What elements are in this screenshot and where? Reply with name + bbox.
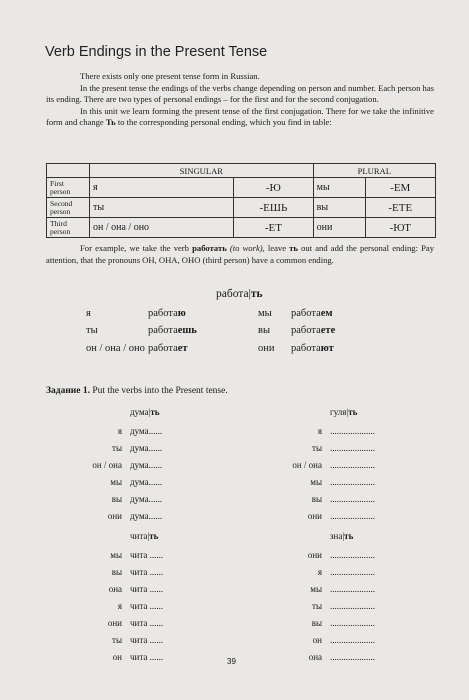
intro-text bbox=[46, 71, 434, 129]
exercise-blank[interactable]: .................... bbox=[330, 443, 375, 453]
conj-ending: ем bbox=[320, 308, 333, 319]
conj-stem-end: ть bbox=[250, 288, 263, 300]
exercise-pronoun: ты bbox=[312, 443, 322, 453]
exercise-pronoun: я bbox=[317, 567, 322, 577]
exercise-blank[interactable]: .................... bbox=[330, 511, 375, 521]
exercise-pronoun: он bbox=[112, 652, 122, 662]
conj-sg-pronoun bbox=[86, 308, 91, 319]
exercise-head bbox=[130, 531, 158, 541]
exercise-blank[interactable]: дума...... bbox=[130, 443, 163, 453]
exercise-pronoun: он / она bbox=[92, 460, 122, 470]
pronoun-cell: я bbox=[90, 178, 234, 198]
exercise-pronoun: он / она bbox=[292, 460, 322, 470]
page-number: 39 bbox=[227, 657, 236, 666]
exercise-blank[interactable]: .................... bbox=[330, 460, 375, 470]
conj-stem-text: работа bbox=[291, 325, 321, 336]
person-cell: First person bbox=[47, 178, 90, 198]
exercise-blank[interactable]: чита ...... bbox=[130, 635, 164, 645]
ending-cell: -ЮТ bbox=[365, 218, 435, 238]
example-tb: ть bbox=[289, 243, 298, 253]
conj-sg-pronoun bbox=[86, 325, 98, 336]
conj-stem-text: работа bbox=[148, 343, 178, 354]
exercise-blank[interactable]: чита ...... bbox=[130, 567, 164, 577]
exercise-head bbox=[330, 407, 357, 417]
task-text: Put the verbs into the Present tense. bbox=[92, 386, 228, 396]
exercise-pronoun: вы bbox=[111, 567, 122, 577]
exercise-head-stem: зна| bbox=[330, 531, 345, 541]
pronoun-cell: вы bbox=[313, 198, 365, 218]
exercise-blank[interactable]: .................... bbox=[330, 635, 375, 645]
exercise-pronoun: ты bbox=[312, 601, 322, 611]
exercise-pronoun: вы bbox=[311, 494, 322, 504]
conj-pl-pronoun bbox=[258, 343, 275, 354]
exercise-blank[interactable]: дума...... bbox=[130, 477, 163, 487]
exercise-head-end: ть bbox=[348, 407, 358, 417]
conj-sg-form bbox=[148, 308, 186, 319]
conj-stem: работа| bbox=[216, 288, 251, 300]
exercise-head-end: ть bbox=[150, 407, 160, 417]
conj-ending: ют bbox=[320, 343, 334, 354]
conj-ending: ю bbox=[177, 308, 186, 319]
ending-cell: -ЕМ bbox=[365, 178, 435, 198]
exercise-head-stem: чита| bbox=[130, 531, 150, 541]
conj-pl-form bbox=[291, 308, 333, 319]
ending-cell: -ЕТЕ bbox=[365, 198, 435, 218]
conj-pronoun: мы bbox=[258, 308, 272, 319]
exercise-blank[interactable]: .................... bbox=[330, 567, 375, 577]
exercise-pronoun: мы bbox=[310, 584, 322, 594]
exercise-blank[interactable]: дума...... bbox=[130, 426, 163, 436]
exercise-blank[interactable]: .................... bbox=[330, 494, 375, 504]
exercise-head bbox=[330, 531, 353, 541]
ending-cell: -Ю bbox=[234, 178, 314, 198]
pronoun-cell: ты bbox=[90, 198, 234, 218]
exercise-head bbox=[130, 407, 160, 417]
intro-line-3-tail: to the corresponding personal ending, which you find in table: bbox=[117, 117, 332, 128]
example-part-3: out and add the personal ending: Pay attention, that the pronouns ОН, ОНА, ОНО (third person) have a common ending. bbox=[46, 243, 434, 265]
conj-pronoun: я bbox=[86, 308, 91, 319]
intro-line-3 bbox=[46, 106, 434, 129]
exercise-blank[interactable]: .................... bbox=[330, 584, 375, 594]
example-text bbox=[46, 243, 434, 266]
exercise-head-stem: гуля| bbox=[330, 407, 349, 417]
intro-tb-bold: Ть bbox=[105, 117, 116, 128]
table-row bbox=[47, 198, 436, 218]
exercise-blank[interactable]: чита ...... bbox=[130, 618, 164, 628]
conj-stem-text: работа bbox=[291, 308, 321, 319]
task-label: Задание 1. bbox=[46, 386, 90, 396]
table-head-plural: PLURAL bbox=[313, 164, 435, 178]
exercise-pronoun: я bbox=[117, 601, 122, 611]
intro-line-2: In the present tense the endings of the verbs change depending on person and number. Each person has its ending. There are two types of personal endings – for the first and for the second conjugation. bbox=[46, 82, 434, 105]
pronoun-cell: они bbox=[313, 218, 365, 238]
exercise-pronoun: он bbox=[312, 635, 322, 645]
conj-sg-form bbox=[148, 343, 188, 354]
pronoun-cell: мы bbox=[313, 178, 365, 198]
exercise-pronoun: я bbox=[117, 426, 122, 436]
conj-sg-pronoun bbox=[86, 343, 145, 354]
example-part-2: , leave bbox=[262, 243, 287, 253]
exercise-pronoun: мы bbox=[110, 550, 122, 560]
exercise-blank[interactable]: дума...... bbox=[130, 460, 163, 470]
conj-pl-form bbox=[291, 325, 335, 336]
conj-pronoun: они bbox=[258, 343, 275, 354]
ending-cell: -ЕТ bbox=[234, 218, 314, 238]
conj-pl-pronoun bbox=[258, 308, 272, 319]
intro-line-1: There exists only one present tense form in Russian. bbox=[80, 71, 260, 81]
task-title bbox=[46, 386, 228, 396]
conj-heading bbox=[216, 288, 263, 300]
conj-sg-form bbox=[148, 325, 197, 336]
table-row bbox=[47, 218, 436, 238]
intro-line-3-text: In this unit we learn forming the present tense of the first conjugation. There for we take the infinitive form and change bbox=[46, 105, 434, 128]
exercise-pronoun: они bbox=[307, 511, 322, 521]
table-head-singular: SINGULAR bbox=[90, 164, 314, 178]
endings-table bbox=[46, 163, 436, 238]
exercise-pronoun: ты bbox=[112, 443, 122, 453]
exercise-pronoun: она bbox=[108, 584, 122, 594]
conj-pronoun: вы bbox=[258, 325, 271, 336]
exercise-pronoun: они bbox=[107, 618, 122, 628]
table-row bbox=[47, 178, 436, 198]
exercise-pronoun: мы bbox=[310, 477, 322, 487]
exercise-pronoun: вы bbox=[111, 494, 122, 504]
exercise-head-stem: дума| bbox=[130, 407, 151, 417]
exercise-blank[interactable]: дума...... bbox=[130, 511, 163, 521]
exercise-blank[interactable]: чита ...... bbox=[130, 584, 164, 594]
conj-pl-pronoun bbox=[258, 325, 270, 336]
exercise-blank[interactable]: .................... bbox=[330, 618, 375, 628]
table-corner bbox=[47, 164, 90, 178]
exercise-pronoun: она bbox=[308, 652, 322, 662]
conj-pronoun: он / она / оно bbox=[86, 343, 145, 354]
pronoun-cell: он / она / оно bbox=[90, 218, 234, 238]
exercise-blank[interactable]: .................... bbox=[330, 426, 375, 436]
exercise-pronoun: мы bbox=[110, 477, 122, 487]
ending-cell: -ЕШЬ bbox=[234, 198, 314, 218]
exercise-head-end: ть bbox=[149, 531, 159, 541]
exercise-blank[interactable]: .................... bbox=[330, 477, 375, 487]
example-part-1: For example, we take the verb bbox=[80, 243, 189, 253]
page-title: Verb Endings in the Present Tense bbox=[45, 44, 268, 60]
person-cell: Third person bbox=[47, 218, 90, 238]
conj-stem-text: работа bbox=[291, 343, 321, 354]
conj-pl-form bbox=[291, 343, 334, 354]
exercise-pronoun: ты bbox=[112, 635, 122, 645]
conj-ending: ете bbox=[320, 325, 336, 336]
conj-ending: ет bbox=[177, 343, 188, 354]
person-cell: Second person bbox=[47, 198, 90, 218]
exercise-blank[interactable]: .................... bbox=[330, 652, 375, 662]
exercise-blank[interactable]: дума...... bbox=[130, 494, 163, 504]
conj-stem-text: работа bbox=[148, 325, 178, 336]
exercise-head-end: ть bbox=[344, 531, 354, 541]
exercise-blank[interactable]: чита ...... bbox=[130, 652, 164, 662]
exercise-blank[interactable]: чита ...... bbox=[130, 550, 164, 560]
exercise-blank[interactable]: чита ...... bbox=[130, 601, 164, 611]
exercise-blank[interactable]: .................... bbox=[330, 601, 375, 611]
exercise-pronoun: вы bbox=[311, 618, 322, 628]
exercise-blank[interactable]: .................... bbox=[330, 550, 375, 560]
exercise-pronoun: я bbox=[317, 426, 322, 436]
conj-pronoun: ты bbox=[86, 325, 98, 336]
conj-ending: ешь bbox=[177, 325, 197, 336]
conj-stem-text: работа bbox=[148, 308, 178, 319]
exercise-pronoun: они bbox=[107, 511, 122, 521]
exercise-pronoun: они bbox=[307, 550, 322, 560]
example-gloss: (to work) bbox=[229, 243, 263, 253]
example-verb: работать bbox=[192, 243, 227, 253]
